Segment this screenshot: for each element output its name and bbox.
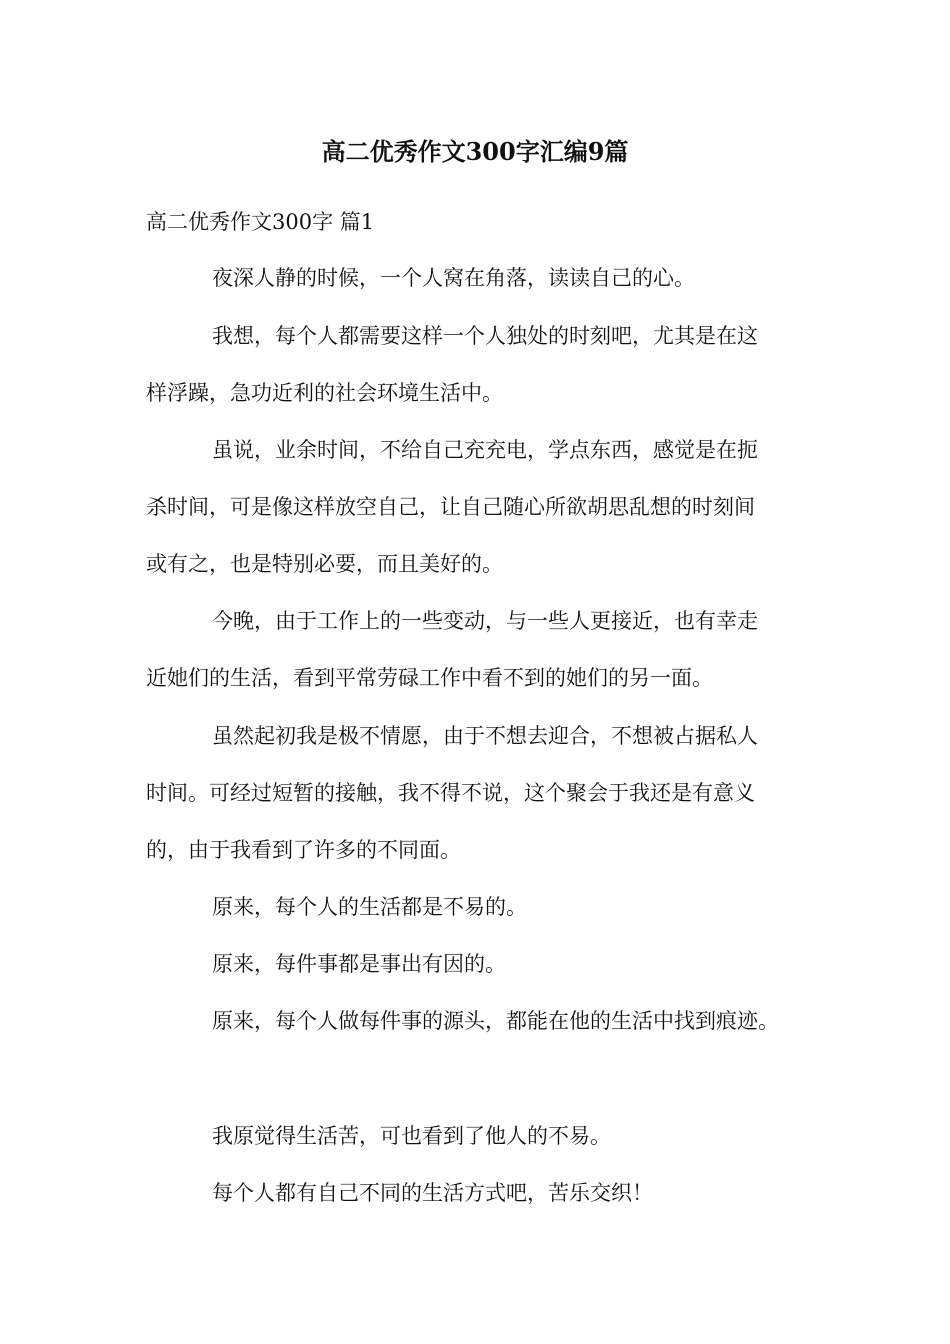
paragraph-line: 的，由于我看到了许多的不同面。 — [146, 838, 461, 862]
paragraph-line: 杀时间，可是像这样放空自己，让自己随心所欲胡思乱想的时刻间 — [146, 495, 755, 519]
document-title: 高二优秀作文300字汇编9篇 — [321, 137, 629, 166]
paragraph-line: 原来，每个人的生活都是不易的。 — [212, 895, 527, 919]
paragraph-line: 今晚，由于工作上的一些变动，与一些人更接近，也有幸走 — [212, 609, 758, 633]
paragraph-line: 样浮躁，急功近利的社会环境生活中。 — [146, 381, 503, 405]
paragraph-line: 时间。可经过短暂的接触，我不得不说，这个聚会于我还是有意义 — [146, 781, 755, 805]
paragraph-line: 虽然起初我是极不情愿，由于不想去迎合，不想被占据私人 — [212, 724, 758, 748]
paragraph-line: 虽说，业余时间，不给自己充充电，学点东西，感觉是在扼 — [212, 438, 758, 462]
paragraph-line: 我原觉得生活苦，可也看到了他人的不易。 — [212, 1124, 611, 1148]
paragraph-line: 原来，每件事都是事出有因的。 — [212, 952, 506, 976]
section-heading: 高二优秀作文300字 篇1 — [146, 210, 375, 234]
paragraph-line: 近她们的生活，看到平常劳碌工作中看不到的她们的另一面。 — [146, 666, 713, 690]
paragraph-line: 原来，每个人做每件事的源头，都能在他的生活中找到痕迹。 — [212, 1009, 779, 1033]
paragraph-line: 或有之，也是特别必要，而且美好的。 — [146, 552, 503, 576]
paragraph-line: 每个人都有自己不同的生活方式吧，苦乐交织！ — [212, 1181, 653, 1205]
paragraph-line: 我想，每个人都需要这样一个人独处的时刻吧，尤其是在这 — [212, 324, 758, 348]
paragraph-line: 夜深人静的时候，一个人窝在角落，读读自己的心。 — [212, 266, 695, 290]
